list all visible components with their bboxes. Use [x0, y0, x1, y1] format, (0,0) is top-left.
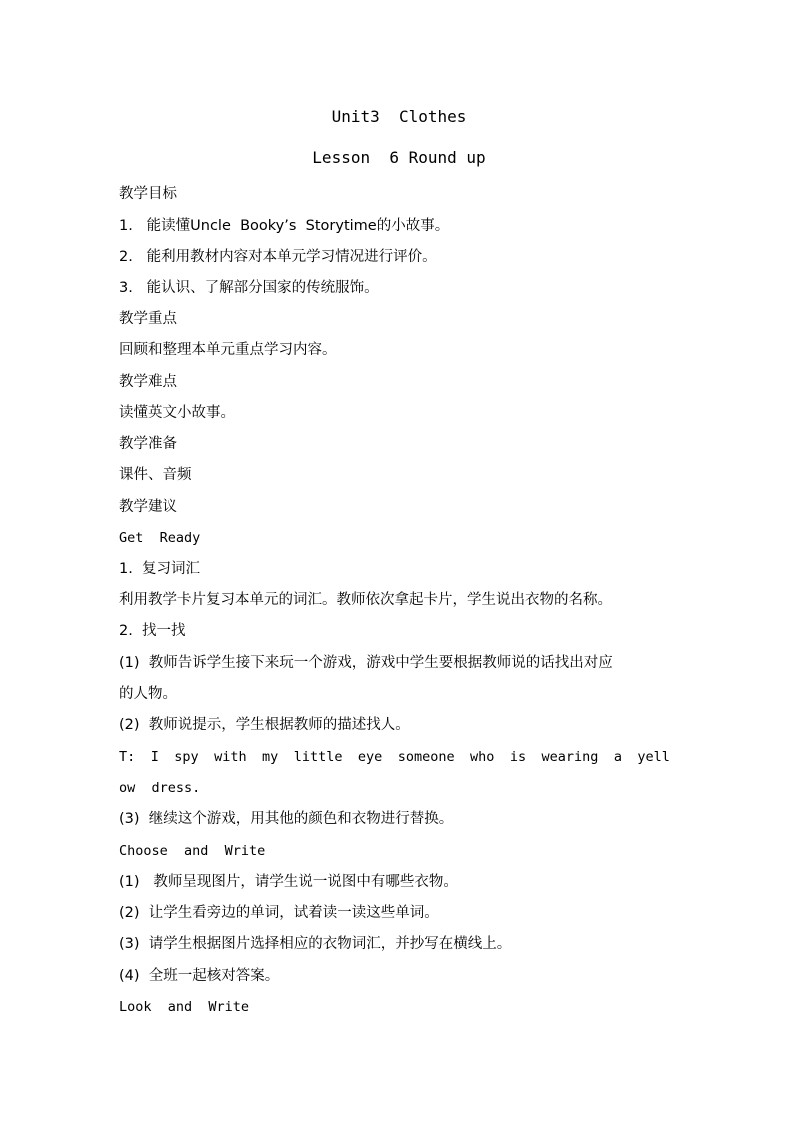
prompt-word: T:: [119, 749, 136, 765]
activity-heading-look-write: Look and Write: [119, 999, 250, 1015]
section-heading-key-points: 教学重点: [119, 311, 177, 327]
key-points-text: 回顾和整理本单元重点学习内容。: [119, 342, 337, 358]
teacher-prompt-line-cont: ow dress.: [119, 780, 201, 796]
choose-item-3: (3) 请学生根据图片选择相应的衣物词汇，并抄写在横线上。: [119, 936, 512, 952]
step-1-heading: 1. 复习词汇: [119, 561, 201, 577]
step-2-item-1-cont: 的人物。: [119, 686, 177, 702]
step-2-item-3: (3) 继续这个游戏，用其他的颜色和衣物进行替换。: [119, 811, 454, 827]
prompt-word: spy: [174, 749, 199, 765]
prompt-word: wearing: [541, 749, 599, 765]
activity-heading-get-ready: Get Ready: [119, 530, 201, 546]
prompt-word: I: [150, 749, 159, 765]
prompt-word: is: [509, 749, 527, 765]
difficulties-text: 读懂英文小故事。: [119, 405, 235, 421]
prompt-word: eye: [357, 749, 383, 765]
section-heading-objectives: 教学目标: [119, 186, 177, 202]
document-subtitle: Lesson 6 Round up: [312, 148, 486, 167]
section-heading-suggestions: 教学建议: [119, 499, 177, 515]
prompt-word: a: [613, 749, 622, 765]
choose-item-1: (1) 教师呈现图片，请学生说一说图中有哪些衣物。: [119, 874, 458, 890]
teacher-prompt-line: [119, 747, 670, 767]
step-1-text: 利用教学卡片复习本单元的词汇。教师依次拿起卡片，学生说出衣物的名称。: [119, 592, 612, 608]
section-heading-difficulties: 教学难点: [119, 374, 177, 390]
prompt-word: my: [262, 749, 279, 765]
prompt-word: with: [214, 749, 247, 765]
section-heading-preparation: 教学准备: [119, 436, 177, 452]
choose-item-2: (2) 让学生看旁边的单词，试着读一读这些单词。: [119, 905, 439, 921]
document-title: Unit3 Clothes: [331, 107, 467, 126]
activity-heading-choose-write: Choose and Write: [119, 843, 266, 859]
prompt-word: little: [293, 749, 343, 765]
prompt-word: yell: [637, 749, 670, 765]
objective-3: 3. 能认识、了解部分国家的传统服饰。: [119, 280, 379, 296]
objective-2: 2. 能利用教材内容对本单元学习情况进行评价。: [119, 249, 437, 265]
prompt-word: someone: [397, 749, 455, 765]
prompt-word: who: [470, 749, 495, 765]
preparation-text: 课件、音频: [119, 467, 192, 483]
choose-item-4: (4) 全班一起核对答案。: [119, 968, 280, 984]
objective-1: 1. 能读懂Uncle Booky’s Storytime的小故事。: [119, 218, 450, 234]
step-2-item-1: (1) 教师告诉学生接下来玩一个游戏，游戏中学生要根据教师说的话找出对应: [119, 655, 613, 671]
step-2-heading: 2. 找一找: [119, 623, 186, 639]
step-2-item-2: (2) 教师说提示，学生根据教师的描述找人。: [119, 717, 410, 733]
